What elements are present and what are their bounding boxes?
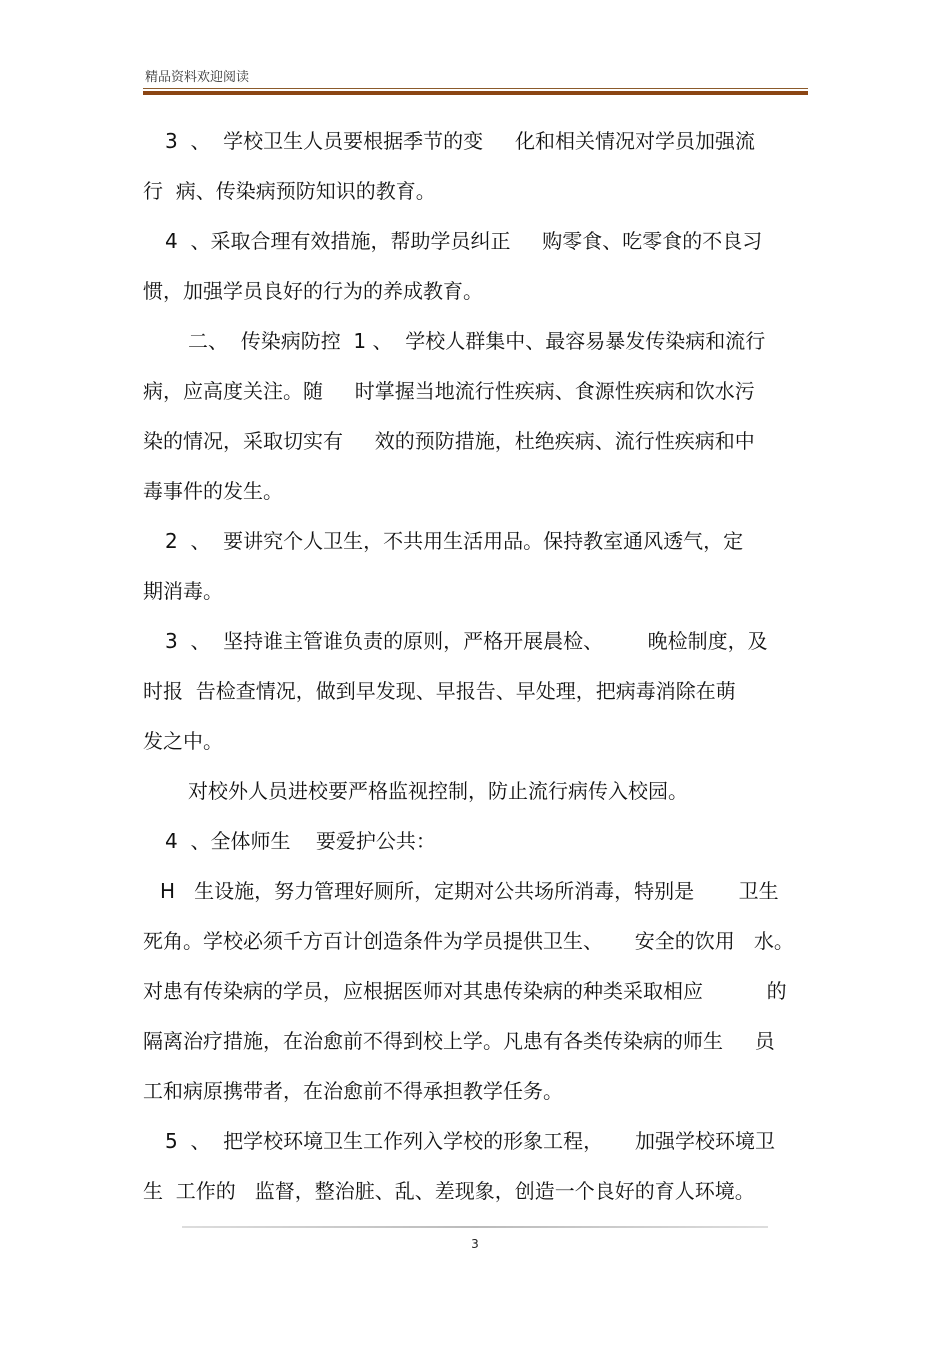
paragraph-line: 生 工作的 监督，整治脏、乱、差现象，创造一个良好的育人环境。 [143,1179,755,1203]
paragraph-line: 期消毒。 [143,579,223,603]
paragraph-line: 3 、 坚持谁主管谁负责的原则，严格开展晨检、 晚检制度，及 [165,629,768,653]
paragraph-line: 对患有传染病的学员，应根据医师对其患传染病的种类采取相应 的 [143,979,787,1003]
paragraph-line: 对校外人员进校要严格监视控制，防止流行病传入校园。 [188,779,688,803]
paragraph-line: 3 、 学校卫生人员要根据季节的变 化和相关情况对学员加强流 [165,129,755,153]
paragraph-line: 隔离治疗措施，在治愈前不得到校上学。凡患有各类传染病的师生 员 [143,1029,775,1053]
paragraph-line: 染的情况，采取切实有 效的预防措施，杜绝疾病、流行性疾病和中 [143,429,755,453]
paragraph-line: 病，应高度关注。随 时掌握当地流行性疾病、食源性疾病和饮水污 [143,379,755,403]
paragraph-line: 工和病原携带者，在治愈前不得承担教学任务。 [143,1079,563,1103]
paragraph-line: 行 病、传染病预防知识的教育。 [143,179,436,203]
paragraph-line: 毒事件的发生。 [143,479,283,503]
paragraph-line: 4 、采取合理有效措施，帮助学员纠正 购零食、吃零食的不良习 [165,229,763,253]
footer-rule [182,1226,768,1228]
paragraph-line: 发之中。 [143,729,223,753]
paragraph-line: 2 、 要讲究个人卫生，不共用生活用品。保持教室通风透气，定 [165,529,744,553]
page-number: 3 [471,1237,479,1251]
section-heading-line: 二、 传染病防控 1 、 学校人群集中、最容易暴发传染病和流行 [188,329,766,353]
paragraph-line: 时报 告检查情况，做到早发现、早报告、早处理，把病毒消除在萌 [143,679,736,703]
header-rule-thin [143,88,808,89]
paragraph-line: 4 、全体师生 要爱护公共： [165,829,436,853]
header-text: 精品资料欢迎阅读 [145,70,250,85]
paragraph-line: H 生设施，努力管理好厕所，定期对公共场所消毒，特别是 卫生 [160,879,779,903]
paragraph-line: 死角。学校必须千方百计创造条件为学员提供卫生、 安全的饮用 水。 [143,929,794,953]
paragraph-line: 5 、 把学校环境卫生工作列入学校的形象工程， 加强学校环境卫 [165,1129,775,1153]
header-rule-thick [143,91,808,95]
paragraph-line: 惯，加强学员良好的行为的养成教育。 [143,279,483,303]
